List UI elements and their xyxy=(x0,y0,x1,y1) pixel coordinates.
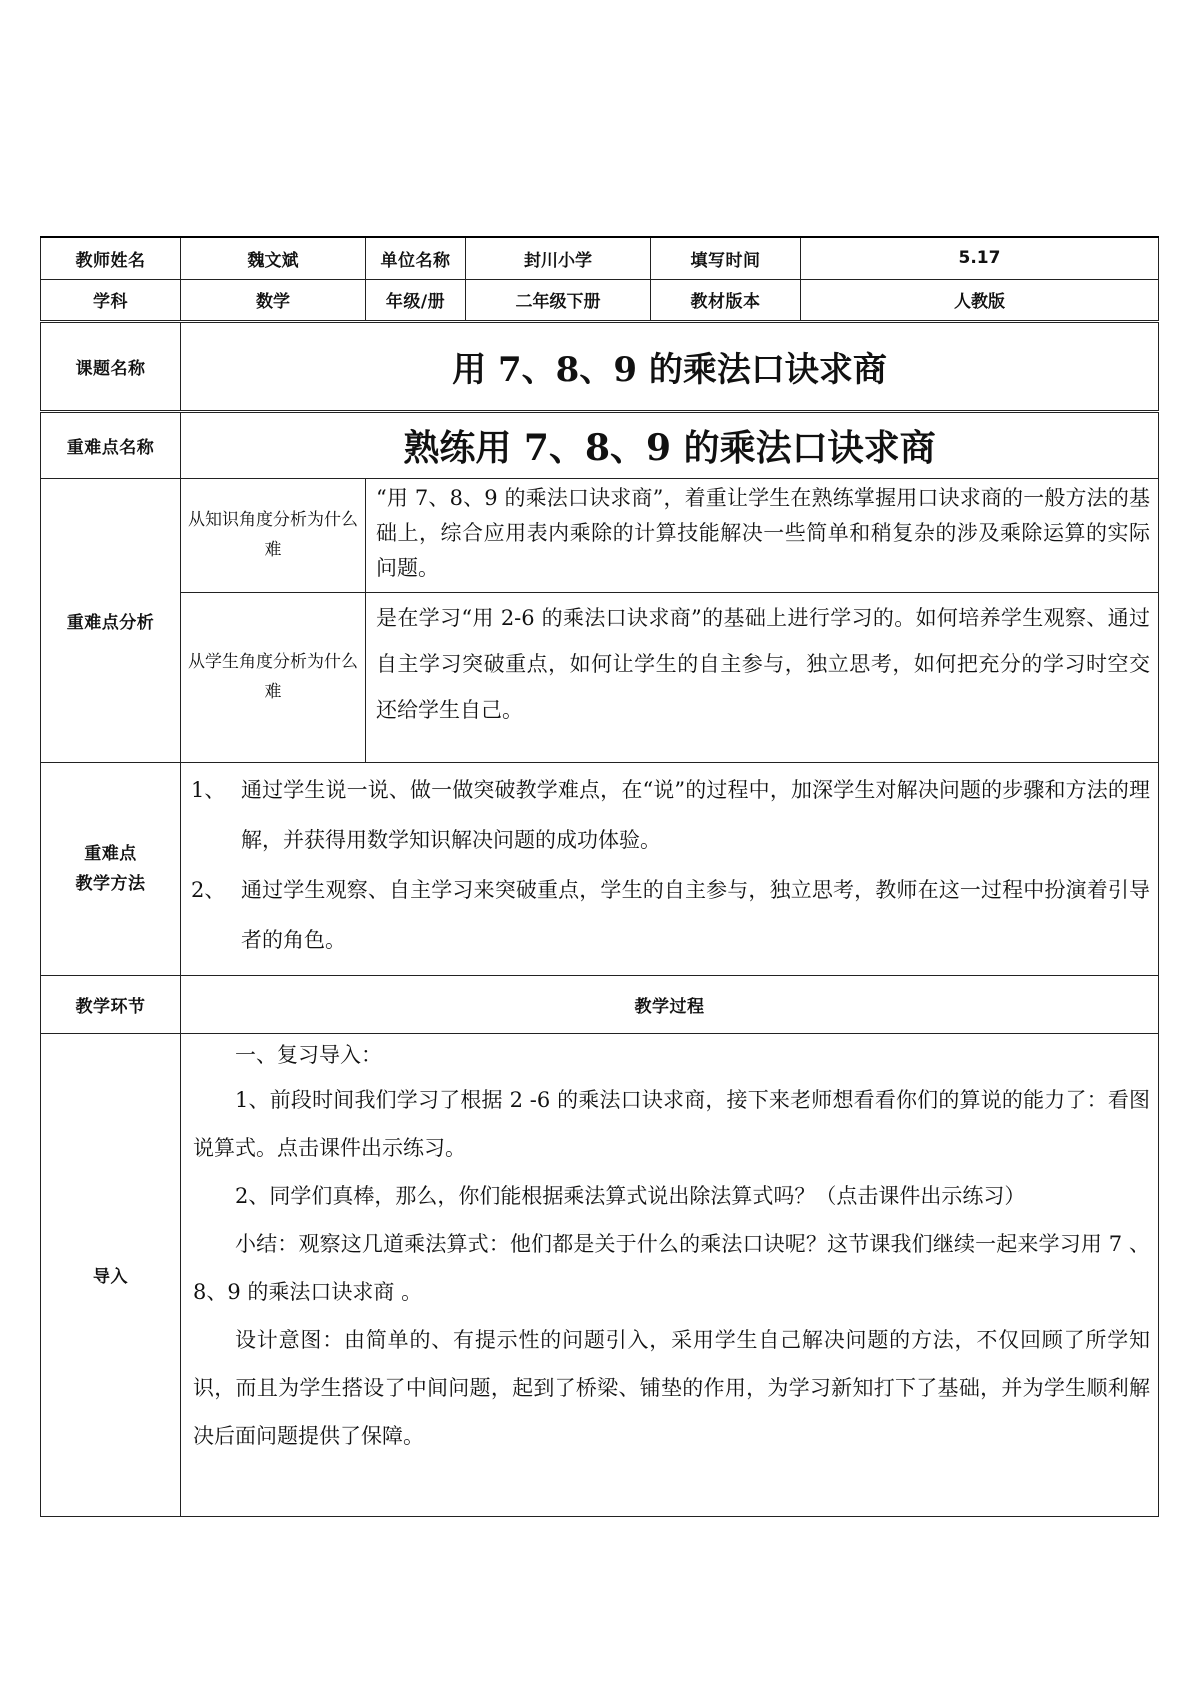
edition-value: 人教版 xyxy=(801,279,1159,321)
key-point-row xyxy=(41,411,1159,478)
intro-paragraph: 一、复习导入： xyxy=(235,1042,382,1067)
subject-value: 数学 xyxy=(181,279,366,321)
intro-paragraph: 小结：观察这几道乘法算式：他们都是关于什么的乘法口诀呢？这节课我们继续一起来学习用 7 、8、9 的乘法口诀求商 。 xyxy=(193,1231,1150,1304)
analysis-row-student xyxy=(41,592,1159,762)
knowledge-angle-label: 从知识角度分析为什么难 xyxy=(181,478,366,592)
student-angle-label: 从学生角度分析为什么难 xyxy=(181,592,366,762)
method-item-text: 通过学生说一说、做一做突破教学难点，在“说”的过程中，加深学生对解决问题的步骤和方法的理解，并获得用数学知识解决问题的成功体验。 xyxy=(241,777,1150,852)
method-item-text: 通过学生观察、自主学习来突破重点，学生的自主参与，独立思考，教师在这一过程中扮演着引导者的角色。 xyxy=(241,877,1150,952)
method-item xyxy=(191,765,1150,865)
intro-row xyxy=(41,1033,1159,1516)
date-value: 5.17 xyxy=(801,237,1159,279)
student-angle-text: 是在学习“用 2-6 的乘法口诀求商”的基础上进行学习的。如何培养学生观察、通过自主学习突破重点，如何让学生的自主参与，独立思考，如何把充分的学习时空交还给学生自己。 xyxy=(366,592,1159,762)
topic-title: 用 7、8、9 的乘法口诀求商 xyxy=(181,321,1159,411)
key-point-title: 熟练用 7、8、9 的乘法口诀求商 xyxy=(181,411,1159,478)
key-point-label: 重难点名称 xyxy=(41,411,181,478)
header-row-1 xyxy=(41,237,1159,279)
subject-label: 学科 xyxy=(41,279,181,321)
method-row xyxy=(41,762,1159,975)
teacher-value: 魏文斌 xyxy=(181,237,366,279)
method-label-line-1: 重难点 xyxy=(84,843,137,864)
process-header-row xyxy=(41,975,1159,1033)
method-item xyxy=(191,865,1150,965)
knowledge-angle-text: “用 7、8、9 的乘法口诀求商”，着重让学生在熟练掌握用口诀求商的一般方法的基础上，综合应用表内乘除的计算技能解决一些简单和稍复杂的涉及乘除运算的实际问题。 xyxy=(366,478,1159,592)
intro-paragraph: 1、前段时间我们学习了根据 2 -6 的乘法口诀求商，接下来老师想看看你们的算说的能力了：看图说算式。点击课件出示练习。 xyxy=(193,1087,1150,1160)
intro-paragraph: 设计意图：由简单的、有提示性的问题引入，采用学生自己解决问题的方法，不仅回顾了所学知识，而且为学生搭设了中间问题，起到了桥梁、铺垫的作用，为学习新知打下了基础，并为学生顺利解决后面问题提供了保障。 xyxy=(193,1327,1150,1448)
method-label xyxy=(41,762,181,975)
analysis-label: 重难点分析 xyxy=(41,478,181,762)
teacher-label: 教师姓名 xyxy=(41,237,181,279)
method-content xyxy=(181,762,1159,975)
unit-value: 封川小学 xyxy=(466,237,651,279)
grade-value: 二年级下册 xyxy=(466,279,651,321)
unit-label: 单位名称 xyxy=(366,237,466,279)
lesson-plan-table xyxy=(40,236,1159,1517)
grade-label: 年级/册 xyxy=(366,279,466,321)
method-item-number: 1、 xyxy=(191,777,226,802)
stage-header: 教学环节 xyxy=(41,975,181,1033)
date-label: 填写时间 xyxy=(651,237,801,279)
intro-content xyxy=(181,1033,1159,1516)
topic-label: 课题名称 xyxy=(41,321,181,411)
edition-label: 教材版本 xyxy=(651,279,801,321)
intro-paragraph: 2、同学们真棒，那么，你们能根据乘法算式说出除法算式吗？（点击课件出示练习） xyxy=(235,1183,1026,1208)
analysis-row-knowledge xyxy=(41,478,1159,592)
intro-label: 导入 xyxy=(41,1033,181,1516)
topic-row xyxy=(41,321,1159,411)
method-item-number: 2、 xyxy=(191,877,226,902)
process-header: 教学过程 xyxy=(181,975,1159,1033)
method-label-line-2: 教学方法 xyxy=(75,873,146,894)
header-row-2 xyxy=(41,279,1159,321)
